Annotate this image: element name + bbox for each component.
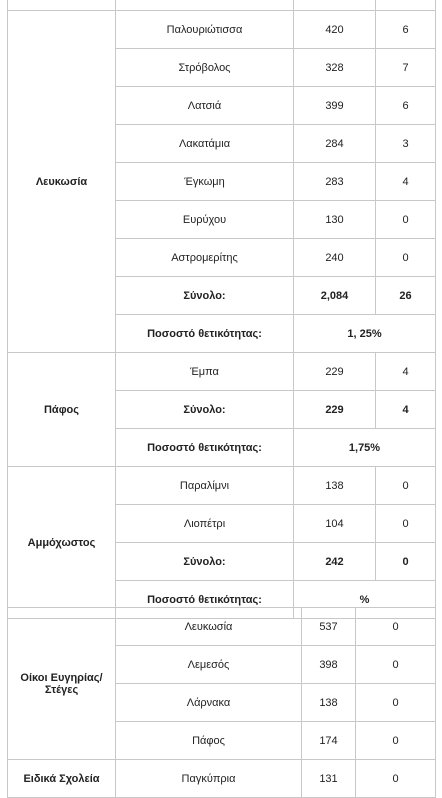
region-cell: Λευκωσία [8,11,116,353]
place-cell: Παραλίμνι [116,467,294,505]
rate-label: Ποσοστό θετικότητας: [116,315,294,353]
table-row-partial [8,0,436,11]
place-cell: Αστρομερίτης [116,239,294,277]
positive-cell: 0 [356,722,436,760]
rate-label: Ποσοστό θετικότητας: [116,429,294,467]
total-label: Σύνολο: [116,277,294,315]
positive-cell: 6 [376,87,436,125]
tests-cell: 398 [302,646,356,684]
total-label: Σύνολο: [116,543,294,581]
positive-cell: 0 [376,201,436,239]
place-cell: Πάφος [116,722,302,760]
tests-cell: 240 [294,239,376,277]
positive-cell: 4 [376,353,436,391]
total-tests: 242 [294,543,376,581]
total-label: Σύνολο: [116,391,294,429]
tests-cell: 130 [294,201,376,239]
place-cell: Παλουριώτισσα [116,11,294,49]
total-positive: 26 [376,277,436,315]
results-table-lower [7,607,436,798]
table-row [8,467,436,505]
total-positive: 4 [376,391,436,429]
tests-cell: 420 [294,11,376,49]
tests-cell: 138 [302,684,356,722]
positive-cell: 0 [356,760,436,798]
region-cell: Αμμόχωστος [8,467,116,619]
place-cell: Στρόβολος [116,49,294,87]
place-cell: Λεμεσός [116,646,302,684]
positive-cell: 0 [376,467,436,505]
tests-cell: 131 [302,760,356,798]
positive-cell: 0 [376,239,436,277]
positive-cell: 0 [376,505,436,543]
positive-cell: 3 [376,125,436,163]
region-cell: Ειδικά Σχολεία [8,760,116,798]
total-tests: 2,084 [294,277,376,315]
rate-value: 1, 25% [294,315,436,353]
positive-cell: 7 [376,49,436,87]
region-cell: Πάφος [8,353,116,467]
tests-cell: 283 [294,163,376,201]
place-cell: Λατσιά [116,87,294,125]
place-cell: Λιοπέτρι [116,505,294,543]
place-cell: Λευκωσία [116,608,302,646]
rate-value: 1,75% [294,429,436,467]
table-row [8,353,436,391]
place-cell: Παγκύπρια [116,760,302,798]
positive-cell: 4 [376,163,436,201]
positive-cell: 0 [356,646,436,684]
total-positive: 0 [376,543,436,581]
place-cell: Ευρύχου [116,201,294,239]
positive-cell: 0 [356,684,436,722]
tests-cell: 174 [302,722,356,760]
rate-value: % [294,581,436,619]
tests-cell: 537 [302,608,356,646]
place-cell: Λάρνακα [116,684,302,722]
table-row [8,608,436,646]
tests-cell: 328 [294,49,376,87]
total-tests: 229 [294,391,376,429]
tests-cell: 229 [294,353,376,391]
tests-cell: 104 [294,505,376,543]
tests-cell: 138 [294,467,376,505]
table-row [8,760,436,798]
positive-cell: 0 [356,608,436,646]
tests-cell: 399 [294,87,376,125]
results-table [7,0,436,619]
place-cell: Λακατάμια [116,125,294,163]
region-cell: Οίκοι Ευγηρίας/ Στέγες [8,608,116,760]
place-cell: Έμπα [116,353,294,391]
rate-label: Ποσοστό θετικότητας: [116,581,294,619]
tests-cell: 284 [294,125,376,163]
positive-cell: 6 [376,11,436,49]
place-cell: Έγκωμη [116,163,294,201]
table-row [8,11,436,49]
